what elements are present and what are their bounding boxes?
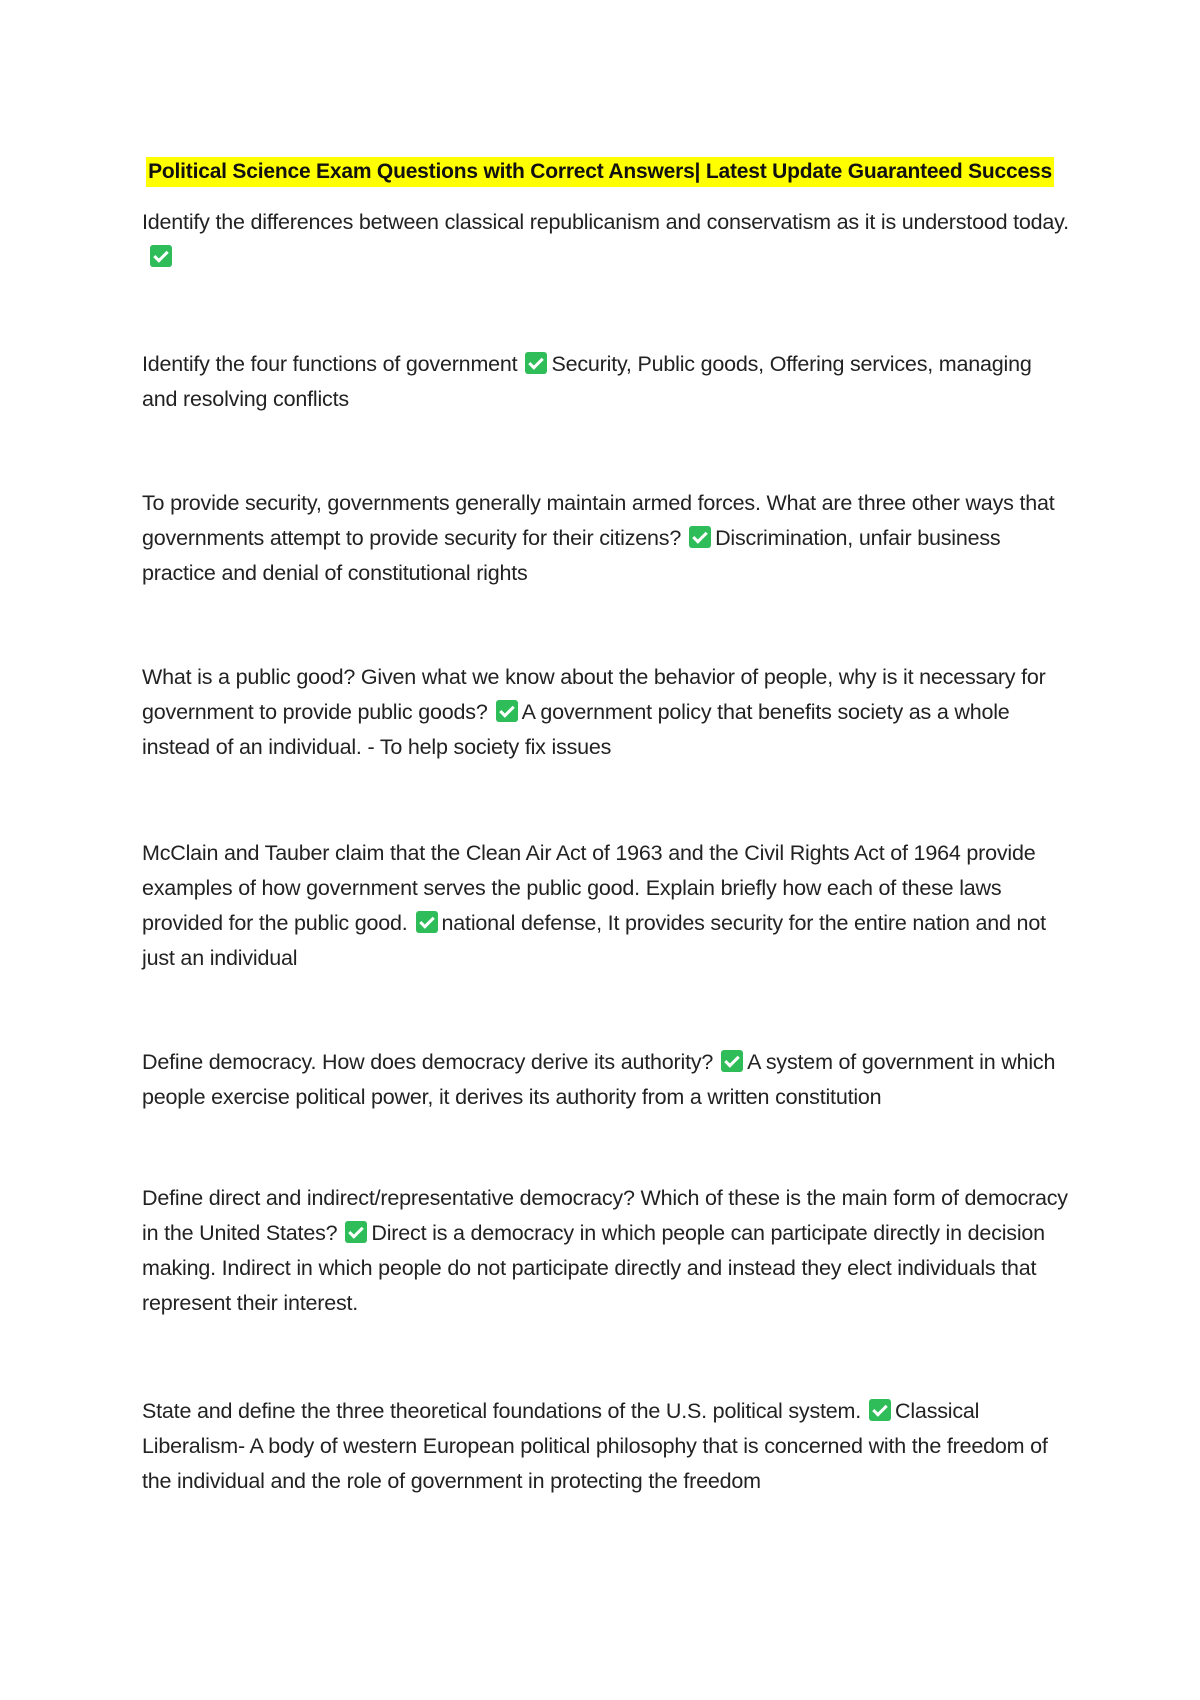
answer-text: national defense, It provides security for the entire nation and not just an individual [142, 911, 1046, 970]
title-wrap [0, 157, 1200, 187]
question-text: Define direct and indirect/representative democracy? Which of these is the main form of democracy in the United States? [142, 1186, 1068, 1245]
qa-item [142, 347, 1072, 417]
check-mark-icon [525, 352, 547, 374]
question-text: Identify the differences between classical republicanism and conservatism as it is understood today. [142, 210, 1069, 234]
answer-text: Classical Liberalism- A body of western European political philosophy that is concerned with the freedom of the individual and the role of government in protecting the freedom [142, 1399, 1048, 1493]
answer-text: Discrimination, unfair business practice and denial of constitutional rights [142, 526, 1001, 585]
question-text: What is a public good? Given what we know about the behavior of people, why is it necessary for government to provide public goods? [142, 665, 1046, 724]
answer-text: Direct is a democracy in which people can participate directly in decision making. Indirect in which people do not participate directly and instead they elect individuals that represent their interest. [142, 1221, 1045, 1315]
check-mark-icon [869, 1399, 891, 1421]
question-text: State and define the three theoretical foundations of the U.S. political system. [142, 1399, 862, 1423]
qa-item [142, 486, 1072, 591]
check-mark-icon [496, 700, 518, 722]
question-text: To provide security, governments generally maintain armed forces. What are three other ways that governments attempt to provide security for their citizens? [142, 491, 1055, 550]
qa-item [142, 836, 1072, 976]
check-mark-icon [721, 1050, 743, 1072]
answer-text: A system of government in which people exercise political power, it derives its authority from a written constitution [142, 1050, 1056, 1109]
qa-item [142, 1394, 1072, 1499]
qa-item [142, 660, 1072, 765]
qa-item [142, 205, 1072, 275]
qa-item [142, 1181, 1072, 1321]
qa-item [142, 1045, 1072, 1115]
question-text: McClain and Tauber claim that the Clean Air Act of 1963 and the Civil Rights Act of 1964 provide examples of how government serves the public good. Explain briefly how each of these laws provided for the public good. [142, 841, 1036, 935]
check-mark-icon [416, 911, 438, 933]
answer-text: Security, Public goods, Offering services, managing and resolving conflicts [142, 352, 1032, 411]
document-title: Political Science Exam Questions with Correct Answers| Latest Update Guaranteed Success [146, 157, 1054, 187]
check-mark-icon [689, 526, 711, 548]
answer-text: A government policy that benefits society as a whole instead of an individual. - To help society fix issues [142, 700, 1010, 759]
check-mark-icon [345, 1221, 367, 1243]
question-text: Define democracy. How does democracy derive its authority? [142, 1050, 714, 1074]
question-text: Identify the four functions of government [142, 352, 518, 376]
check-mark-icon [150, 245, 172, 267]
